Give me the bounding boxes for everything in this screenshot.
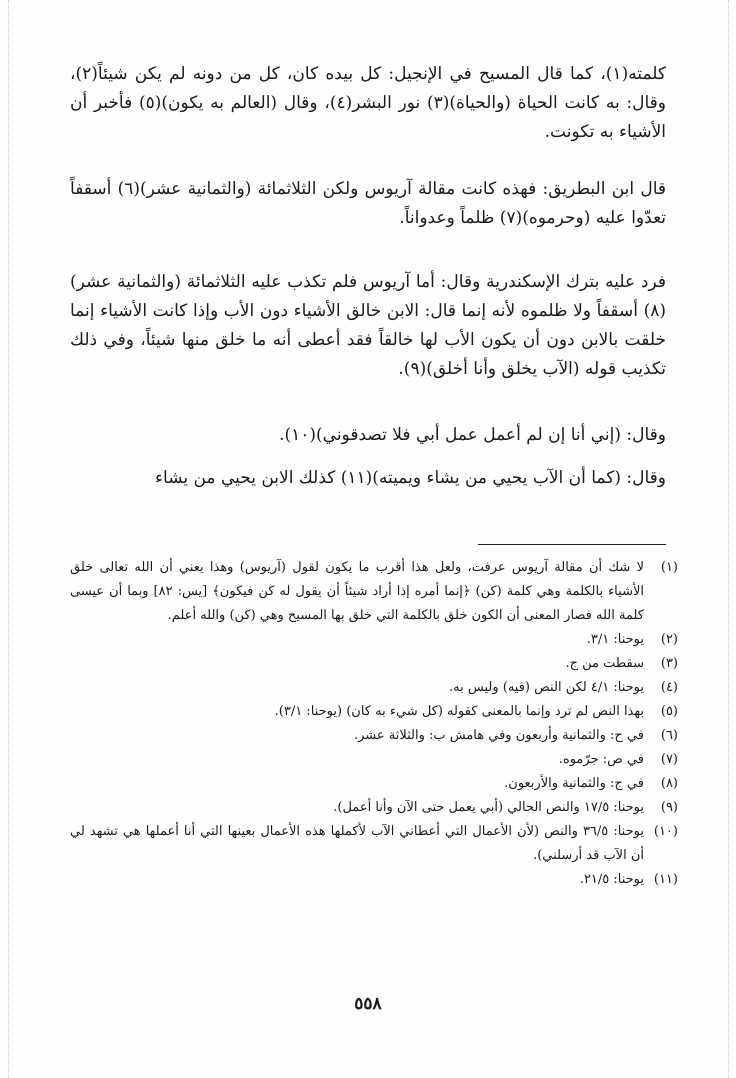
footnote-text: بهذا النص لم ترد وإنما بالمعنى كقوله (كل شيء به كان) (يوحنا: ٣/١). (274, 704, 644, 719)
footnote-number: (١٠) (653, 824, 678, 839)
footnote (70, 724, 678, 748)
footnote-separator (478, 544, 666, 545)
paragraph-text: قال ابن البطريق: فهذه كانت مقالة آريوس ولكن الثلاثمائة (والثمانية عشر)(٦) أسقفاً تعدّوا عليه (وحرموه)(٧) ظلماً وعدواناً. (70, 179, 666, 228)
paragraph-text: كلمته(١)، كما قال المسيح في الإنجيل: كل بيده كان، كل من دونه لم يكن شيئاً(٢)، وقال: به كانت الحياة (والحياة)(٣) نور البشر(٤)، وقال (العالم به يكون)(٥) فأخبر أن الأشياء به تكونت. (70, 64, 666, 142)
footnote-text: في ج: والثمانية والأربعون. (504, 776, 644, 791)
footnote-text: سقطت من ج. (565, 656, 644, 671)
footnote-number: (٨) (660, 776, 678, 791)
footnote-number: (٩) (660, 800, 678, 815)
footnote (70, 676, 678, 700)
main-paragraph-5 (70, 464, 666, 493)
footnote-text: لا شك أن مقالة آريوس عرفت، ولعل هذا أقرب ما يكون لقول (آريوس) وهذا يعني أن الله تعالى خلق الأشياء بالكلمة وهي كلمة (كن) ﴿إنما أمره إذا أراد شيئاً أن يقول له كن فيكون﴾ [يس: ٨٢] وبما أن عيسى كلمة الله فصار المعنى أن الكون خلق بالكلمة التي خلق بها المسيح وهي (كن) والله أعلم. (70, 560, 644, 623)
paragraph-text: فرد عليه بترك الإسكندرية وقال: أما آريوس فلم تكذب عليه الثلاثمائة (والثمانية عشر)(٨) أسقفاً ولا ظلموه لأنه إنما قال: الابن خالق الأشياء دون الأب وإذا كانت الأشياء إنما خلقت بالابن دون أن يكون الأب لها خالقاً فقد أعطى أنه ما خلق منها شيئاً، وفي ذلك تكذيب قوله (الآب يخلق وأنا أخلق)(٩). (70, 272, 666, 379)
footnote-number: (١) (660, 560, 678, 575)
main-paragraph-1 (70, 60, 666, 147)
main-paragraph-3 (70, 268, 666, 384)
footnote-text: يوحنا: ٣٦/٥ والنص (لأن الأعمال التي أعطاني الآب لأكملها هذه الأعمال بعينها التي أنا أعملها هي تشهد لي أن الآب قد أرسلني). (70, 824, 644, 863)
footnote (70, 556, 678, 628)
footnote-text: يوحنا: ٢١/٥. (579, 872, 644, 887)
footnote-number: (١١) (653, 872, 678, 887)
footnotes (70, 556, 678, 892)
footnote-number: (٦) (660, 728, 678, 743)
footnote (70, 820, 678, 868)
footnote-text: في ص: جرّموه. (558, 752, 644, 767)
page-number: ٥٥٨ (354, 994, 382, 1014)
footnote-text: يوحنا: ٣/١. (586, 632, 644, 647)
footnote-number: (٥) (660, 704, 678, 719)
footnote (70, 748, 678, 772)
footnote (70, 700, 678, 724)
footnote (70, 772, 678, 796)
footnote (70, 628, 678, 652)
paragraph-text: وقال: (كما أن الآب يحيي من يشاء ويميته)(١١) كذلك الابن يحيي من يشاء (155, 468, 666, 488)
footnote-text: يوحنا: ٤/١ لكن النص (فيه) وليس به. (449, 680, 644, 695)
footnote-text: يوحنا: ١٧/٥ والنص الحالي (أبي يعمل حتى الآن وأنا أعمل). (333, 800, 644, 815)
footnote (70, 868, 678, 892)
margin-guide-right (728, 0, 729, 1078)
footnote-number: (٣) (660, 656, 678, 671)
footnote-text: في ح: والثمانية وأربعون وفي هامش ب: والثلاثة عشر. (353, 728, 644, 743)
footnote-number: (٢) (660, 632, 678, 647)
footnote-number: (٧) (660, 752, 678, 767)
footnote (70, 652, 678, 676)
main-paragraph-2 (70, 175, 666, 233)
footnote (70, 796, 678, 820)
paragraph-text: وقال: (إني أنا إن لم أعمل عمل أبي فلا تصدقوني)(١٠). (279, 425, 666, 445)
footnote-number: (٤) (660, 680, 678, 695)
main-paragraph-4 (70, 421, 666, 450)
margin-guide-left (8, 0, 9, 1078)
